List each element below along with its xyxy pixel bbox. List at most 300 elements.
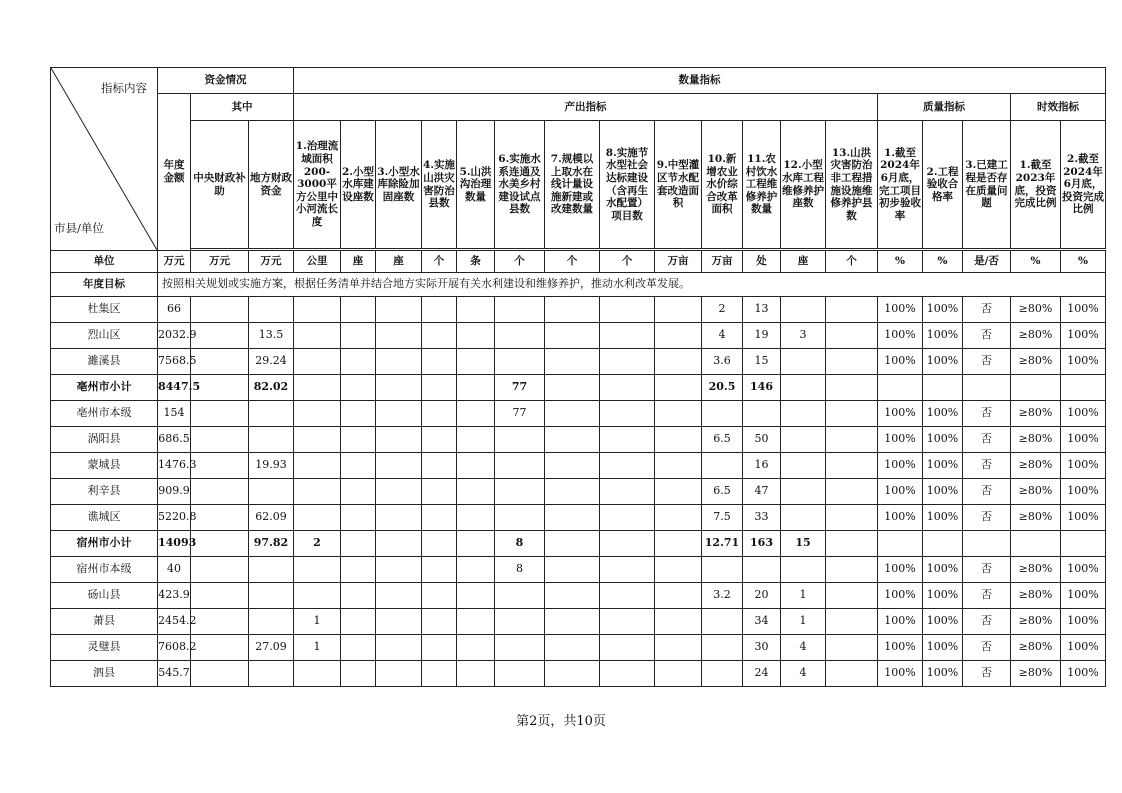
goal-text: 按照相关规划或实施方案，根据任务清单并结合地方实际开展有关水利建设和维修养护，推动水利改革发展。 [158, 273, 1106, 297]
table-row [51, 297, 1106, 323]
table-cell: 否 [963, 297, 1011, 323]
table-cell [422, 609, 457, 635]
table-cell: 2454.2 [158, 609, 191, 635]
table-cell [963, 375, 1011, 401]
timeliness-header: 时效指标 [1011, 94, 1106, 121]
table-cell [294, 505, 341, 531]
table-cell: 8 [495, 557, 545, 583]
table-cell: 4 [781, 635, 826, 661]
table-cell [457, 479, 495, 505]
unit-cell: 个 [495, 251, 545, 273]
indicator-header: 2.截至2024年6月底，投资完成比例 [1061, 121, 1106, 249]
unit-cell: 个 [600, 251, 655, 273]
table-row [51, 583, 1106, 609]
table-cell [1061, 375, 1106, 401]
table-cell: ≥80% [1011, 349, 1061, 375]
table-cell [1061, 531, 1106, 557]
table-cell: ≥80% [1011, 479, 1061, 505]
table-cell [376, 297, 422, 323]
table-cell: 7608.2 [158, 635, 191, 661]
table-cell [655, 583, 702, 609]
table-cell: 20 [743, 583, 781, 609]
table-cell [545, 609, 600, 635]
table-cell [702, 453, 743, 479]
table-cell [376, 531, 422, 557]
table-row [51, 635, 1106, 661]
table-cell [376, 661, 422, 687]
table-cell [495, 609, 545, 635]
table-cell: 否 [963, 479, 1011, 505]
table-cell: 否 [963, 583, 1011, 609]
table-cell: 100% [878, 583, 923, 609]
table-cell [878, 531, 923, 557]
table-cell [545, 505, 600, 531]
table-cell: 否 [963, 557, 1011, 583]
table-cell [376, 635, 422, 661]
row-name: 濉溪县 [51, 349, 158, 375]
table-cell [341, 479, 376, 505]
table-cell [341, 349, 376, 375]
table-cell [294, 427, 341, 453]
table-cell [294, 557, 341, 583]
table-cell [457, 583, 495, 609]
unit-cell: 个 [545, 251, 600, 273]
table-cell [422, 635, 457, 661]
table-cell [743, 401, 781, 427]
table-cell: 13 [743, 297, 781, 323]
unit-cell: 是/否 [963, 251, 1011, 273]
table-cell [826, 375, 878, 401]
table-cell [826, 453, 878, 479]
table-cell: 27.09 [249, 635, 294, 661]
table-cell: 82.02 [249, 375, 294, 401]
table-cell [600, 609, 655, 635]
table-cell: 100% [923, 609, 963, 635]
table-cell: 100% [923, 401, 963, 427]
table-row [51, 427, 1106, 453]
table-cell [655, 349, 702, 375]
table-cell [294, 375, 341, 401]
table-cell [294, 453, 341, 479]
table-cell [600, 453, 655, 479]
row-name: 亳州市小计 [51, 375, 158, 401]
table-cell [545, 661, 600, 687]
table-cell [655, 531, 702, 557]
table-cell: 50 [743, 427, 781, 453]
unit-cell: % [1061, 251, 1106, 273]
table-cell: 8447.5 [158, 375, 191, 401]
table-cell [545, 583, 600, 609]
table-cell [655, 609, 702, 635]
row-name: 蒙城县 [51, 453, 158, 479]
quantity-header: 数量指标 [294, 68, 1106, 94]
table-cell [545, 453, 600, 479]
table-cell [341, 557, 376, 583]
table-cell: 3.6 [702, 349, 743, 375]
table-cell [191, 297, 249, 323]
row-name: 利辛县 [51, 479, 158, 505]
table-cell [249, 583, 294, 609]
table-cell [781, 297, 826, 323]
table-cell [495, 323, 545, 349]
table-cell [545, 401, 600, 427]
row-name: 谯城区 [51, 505, 158, 531]
table-cell: 100% [1061, 557, 1106, 583]
table-row [51, 505, 1106, 531]
table-cell: 100% [1061, 609, 1106, 635]
indicator-header: 2.小型水库建设座数 [341, 121, 376, 249]
table-cell [495, 349, 545, 375]
table-cell [495, 661, 545, 687]
table-cell [600, 323, 655, 349]
table-cell [457, 453, 495, 479]
table-cell [422, 583, 457, 609]
table-cell [341, 427, 376, 453]
table-cell: 7.5 [702, 505, 743, 531]
table-cell: 否 [963, 323, 1011, 349]
table-cell: 66 [158, 297, 191, 323]
table-cell [963, 531, 1011, 557]
table-cell: 100% [923, 349, 963, 375]
unit-cell: 座 [341, 251, 376, 273]
table-cell: 29.24 [249, 349, 294, 375]
table-cell [655, 453, 702, 479]
row-name: 泗县 [51, 661, 158, 687]
unit-cell: 万元 [249, 251, 294, 273]
local-header: 地方财政资金 [249, 121, 294, 249]
table-cell [422, 323, 457, 349]
table-cell: 3 [781, 323, 826, 349]
table-cell [781, 427, 826, 453]
table-cell [422, 531, 457, 557]
table-cell [294, 583, 341, 609]
table-cell: ≥80% [1011, 609, 1061, 635]
table-cell [341, 297, 376, 323]
table-cell [341, 583, 376, 609]
corner-top-label: 指标内容 [101, 81, 147, 95]
table-row [51, 557, 1106, 583]
table-cell: ≥80% [1011, 505, 1061, 531]
table-cell [294, 323, 341, 349]
table-cell [249, 427, 294, 453]
table-cell [743, 557, 781, 583]
table-cell [457, 557, 495, 583]
table-cell [600, 349, 655, 375]
row-name: 砀山县 [51, 583, 158, 609]
table-cell [191, 453, 249, 479]
table-cell: 100% [1061, 635, 1106, 661]
table-cell [191, 479, 249, 505]
table-cell [655, 557, 702, 583]
table-cell [376, 427, 422, 453]
table-cell [191, 661, 249, 687]
table-cell [422, 375, 457, 401]
table-cell: ≥80% [1011, 427, 1061, 453]
table-cell [376, 375, 422, 401]
table-cell [376, 609, 422, 635]
unit-cell: % [1011, 251, 1061, 273]
table-cell [826, 531, 878, 557]
table-row [51, 609, 1106, 635]
table-cell [826, 583, 878, 609]
table-cell [191, 557, 249, 583]
table-cell: 100% [923, 557, 963, 583]
table-cell [191, 583, 249, 609]
table-cell [545, 375, 600, 401]
table-cell: 100% [923, 661, 963, 687]
table-cell [249, 297, 294, 323]
table-cell: 100% [1061, 297, 1106, 323]
indicator-header: 1.治理流域面积200-3000平方公里中小河流长度 [294, 121, 341, 249]
table-cell [249, 401, 294, 427]
table-cell [826, 609, 878, 635]
table-cell [702, 661, 743, 687]
output-header: 产出指标 [294, 94, 878, 121]
table-cell [249, 661, 294, 687]
indicator-header: 12.小型水库工程维修养护座数 [781, 121, 826, 249]
row-name: 灵璧县 [51, 635, 158, 661]
table-row [51, 479, 1106, 505]
table-cell: 3.2 [702, 583, 743, 609]
table-cell: 16 [743, 453, 781, 479]
table-cell: ≥80% [1011, 323, 1061, 349]
table-cell [781, 557, 826, 583]
table-cell: 6.5 [702, 479, 743, 505]
table-cell: 否 [963, 661, 1011, 687]
table-cell: 100% [923, 323, 963, 349]
table-cell: 100% [878, 557, 923, 583]
unit-cell: 公里 [294, 251, 341, 273]
table-cell: 100% [923, 427, 963, 453]
table-cell: 1 [294, 635, 341, 661]
table-cell [545, 297, 600, 323]
table-cell: 否 [963, 609, 1011, 635]
table-cell [781, 505, 826, 531]
table-cell [495, 635, 545, 661]
table-cell [600, 531, 655, 557]
indicator-header: 5.山洪沟治理数量 [457, 121, 495, 249]
table-cell: 否 [963, 635, 1011, 661]
table-cell [545, 427, 600, 453]
table-cell [655, 401, 702, 427]
table-cell: 100% [923, 479, 963, 505]
indicator-header: 1.截至2023年底，投资完成比例 [1011, 121, 1061, 249]
table-cell [422, 557, 457, 583]
table-cell: 100% [923, 583, 963, 609]
indicator-header: 8.实施节水型社会达标建设（含再生水配置）项目数 [600, 121, 655, 249]
table-cell: 15 [781, 531, 826, 557]
table-cell: 2 [294, 531, 341, 557]
table-cell [422, 505, 457, 531]
table-cell: 13.5 [249, 323, 294, 349]
indicator-header: 1.截至2024年6月底，完工项目初步验收率 [878, 121, 923, 249]
table-cell [1011, 375, 1061, 401]
table-cell [249, 557, 294, 583]
table-cell [600, 297, 655, 323]
table-cell [294, 479, 341, 505]
table-cell [376, 323, 422, 349]
table-cell: 100% [1061, 323, 1106, 349]
row-name: 萧县 [51, 609, 158, 635]
table-cell [495, 427, 545, 453]
table-cell [191, 323, 249, 349]
table-cell [294, 297, 341, 323]
table-cell: 2032.9 [158, 323, 191, 349]
table-cell: 100% [878, 427, 923, 453]
table-cell: 5220.8 [158, 505, 191, 531]
table-cell [826, 427, 878, 453]
table-cell [1011, 531, 1061, 557]
table-cell [545, 635, 600, 661]
table-cell: 100% [878, 505, 923, 531]
table-cell [495, 453, 545, 479]
table-cell: 100% [878, 479, 923, 505]
table-cell: 100% [923, 453, 963, 479]
table-cell [457, 635, 495, 661]
table-cell [422, 661, 457, 687]
table-cell: 100% [878, 635, 923, 661]
unit-cell: 座 [781, 251, 826, 273]
table-cell: 62.09 [249, 505, 294, 531]
table-cell [702, 401, 743, 427]
table-cell [923, 531, 963, 557]
table-cell [422, 479, 457, 505]
table-cell: 19.93 [249, 453, 294, 479]
table-cell: 1 [781, 609, 826, 635]
table-cell [600, 427, 655, 453]
table-cell [781, 453, 826, 479]
table-cell: 4 [781, 661, 826, 687]
table-cell: 否 [963, 349, 1011, 375]
table-cell [294, 401, 341, 427]
table-cell [341, 375, 376, 401]
table-cell [422, 349, 457, 375]
table-cell: 100% [923, 505, 963, 531]
indicator-header: 2.工程验收合格率 [923, 121, 963, 249]
table-row [51, 375, 1106, 401]
table-cell: 47 [743, 479, 781, 505]
table-cell: 100% [1061, 661, 1106, 687]
table-cell [341, 661, 376, 687]
table-cell: 14093 [158, 531, 191, 557]
table-cell: 686.5 [158, 427, 191, 453]
table-cell [826, 661, 878, 687]
table-cell [191, 609, 249, 635]
table-cell: 2 [702, 297, 743, 323]
table-cell [457, 375, 495, 401]
table-cell [191, 635, 249, 661]
indicator-header: 11.农村饮水工程维修养护数量 [743, 121, 781, 249]
table-cell [655, 505, 702, 531]
table-cell: 20.5 [702, 375, 743, 401]
table-cell: 否 [963, 505, 1011, 531]
table-cell [826, 297, 878, 323]
table-cell [655, 635, 702, 661]
unit-cell: 处 [743, 251, 781, 273]
row-name: 烈山区 [51, 323, 158, 349]
unit-cell: 条 [457, 251, 495, 273]
unit-cell: % [923, 251, 963, 273]
corner-bottom-label: 市县/单位 [54, 221, 104, 236]
table-cell: 77 [495, 401, 545, 427]
table-cell [600, 583, 655, 609]
table-cell [878, 375, 923, 401]
table-cell [341, 609, 376, 635]
table-cell: 否 [963, 427, 1011, 453]
unit-cell: 个 [422, 251, 457, 273]
table-cell [826, 323, 878, 349]
table-cell: 100% [878, 349, 923, 375]
indicator-header: 13.山洪灾害防治非工程措施设施维修养护县数 [826, 121, 878, 249]
table-cell [376, 349, 422, 375]
table-cell [495, 479, 545, 505]
table-cell: 100% [1061, 583, 1106, 609]
table-cell: 34 [743, 609, 781, 635]
unit-cell: 万元 [191, 251, 249, 273]
table-cell [826, 401, 878, 427]
table-cell [545, 557, 600, 583]
indicator-header: 6.实施水系连通及水美乡村建设试点县数 [495, 121, 545, 249]
table-cell: ≥80% [1011, 661, 1061, 687]
table-cell [600, 557, 655, 583]
table-cell: 1476.3 [158, 453, 191, 479]
table-cell: 100% [923, 297, 963, 323]
table-cell [341, 453, 376, 479]
indicator-header: 4.实施山洪灾害防治县数 [422, 121, 457, 249]
table-cell [923, 375, 963, 401]
table-cell [376, 479, 422, 505]
table-cell [826, 349, 878, 375]
table-cell: 77 [495, 375, 545, 401]
table-cell [422, 401, 457, 427]
table-cell [294, 661, 341, 687]
table-cell: 8 [495, 531, 545, 557]
row-name: 宿州市本级 [51, 557, 158, 583]
table-cell [495, 297, 545, 323]
table-cell [781, 479, 826, 505]
table-cell [457, 531, 495, 557]
table-cell [655, 427, 702, 453]
table-cell: 423.9 [158, 583, 191, 609]
table-cell [545, 323, 600, 349]
table-cell [826, 635, 878, 661]
table-cell: ≥80% [1011, 557, 1061, 583]
row-name: 涡阳县 [51, 427, 158, 453]
table-cell: 40 [158, 557, 191, 583]
table-cell: 4 [702, 323, 743, 349]
table-cell [341, 635, 376, 661]
table-cell [376, 453, 422, 479]
table-cell: 否 [963, 401, 1011, 427]
indicator-header: 7.规模以上取水在线计量设施新建或改建数量 [545, 121, 600, 249]
indicator-header: 3.已建工程是否存在质量问题 [963, 121, 1011, 249]
table-cell: 100% [1061, 505, 1106, 531]
table-cell: 146 [743, 375, 781, 401]
table-cell [457, 349, 495, 375]
table-cell [457, 505, 495, 531]
table-cell [495, 505, 545, 531]
table-cell [457, 323, 495, 349]
table-cell [702, 635, 743, 661]
table-cell [702, 609, 743, 635]
table-cell [655, 661, 702, 687]
table-cell: 33 [743, 505, 781, 531]
table-cell: 15 [743, 349, 781, 375]
table-cell: 100% [878, 453, 923, 479]
table-cell: 100% [878, 323, 923, 349]
table-row [51, 453, 1106, 479]
unit-label: 单位 [51, 251, 158, 273]
